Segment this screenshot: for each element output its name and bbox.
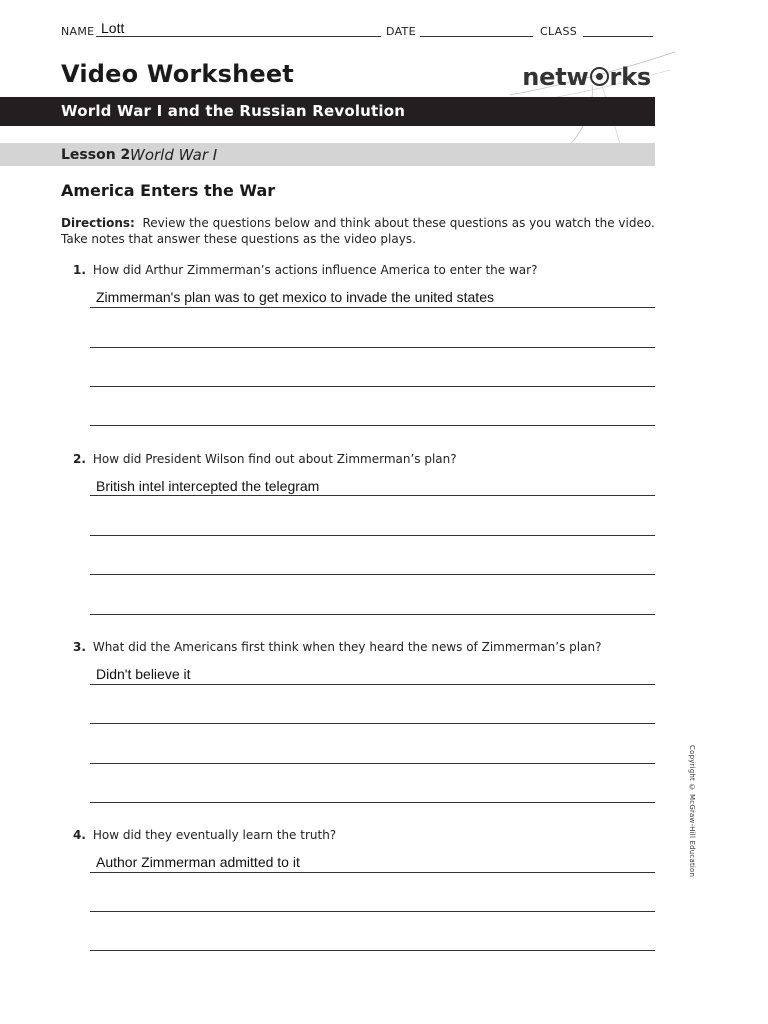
brand-suffix: rks <box>609 63 651 91</box>
answer-line[interactable] <box>90 494 655 496</box>
answer-line[interactable] <box>90 949 655 951</box>
unit-title: World War I and the Russian Revolution <box>61 102 406 120</box>
answer-line[interactable] <box>90 762 655 764</box>
brand-swoosh-graphic <box>500 40 680 150</box>
answer-line[interactable] <box>90 573 655 575</box>
lesson-number: Lesson 2 <box>61 147 131 163</box>
date-label: DATE <box>386 25 416 38</box>
question-number: 1. <box>73 263 86 277</box>
question-number: 4. <box>73 828 86 842</box>
question-3 <box>73 640 601 654</box>
answer-line[interactable] <box>90 910 655 912</box>
worksheet-title: Video Worksheet <box>61 60 294 88</box>
class-field[interactable] <box>583 22 653 37</box>
name-field[interactable] <box>96 22 381 37</box>
answer-text-3: Didn't believe it <box>96 666 191 682</box>
question-1 <box>73 263 537 277</box>
name-value: Lott <box>101 20 125 36</box>
section-heading: America Enters the War <box>61 181 276 200</box>
brand-o-icon <box>590 67 609 86</box>
date-field[interactable] <box>420 22 533 37</box>
answer-line[interactable] <box>90 683 655 685</box>
networks-logo <box>522 63 651 91</box>
question-2 <box>73 452 457 466</box>
answer-text-1: Zimmerman's plan was to get mexico to invade the united states <box>96 289 494 305</box>
brand-prefix: netw <box>522 63 589 91</box>
answer-line[interactable] <box>90 613 655 615</box>
question-text: How did Arthur Zimmerman’s actions influence America to enter the war? <box>92 263 538 277</box>
answer-line[interactable] <box>90 306 655 308</box>
question-number: 2. <box>73 452 86 466</box>
answer-line[interactable] <box>90 346 655 348</box>
question-text: How did they eventually learn the truth? <box>92 828 337 842</box>
answer-line[interactable] <box>90 424 655 426</box>
answer-line[interactable] <box>90 871 655 873</box>
question-text: What did the Americans first think when they heard the news of Zimmerman’s plan? <box>92 640 602 654</box>
lesson-name: World War I <box>130 146 218 164</box>
question-text: How did President Wilson find out about Zimmerman’s plan? <box>92 452 457 466</box>
copyright-notice: Copyright © McGraw-Hill Education <box>688 745 696 878</box>
answer-line[interactable] <box>90 385 655 387</box>
answer-line[interactable] <box>90 534 655 536</box>
answer-text-4: Author Zimmerman admitted to it <box>96 854 300 870</box>
answer-line[interactable] <box>90 801 655 803</box>
question-number: 3. <box>73 640 86 654</box>
directions-text: Review the questions below and think about these questions as you watch the video. Take notes that answer these questions as the video plays. <box>61 216 655 246</box>
question-4 <box>73 828 336 842</box>
answer-text-2: British intel intercepted the telegram <box>96 478 320 494</box>
answer-line[interactable] <box>90 722 655 724</box>
class-label: CLASS <box>540 25 578 38</box>
name-label: NAME <box>61 25 95 38</box>
directions-label: Directions: <box>61 216 135 230</box>
directions <box>61 215 656 247</box>
